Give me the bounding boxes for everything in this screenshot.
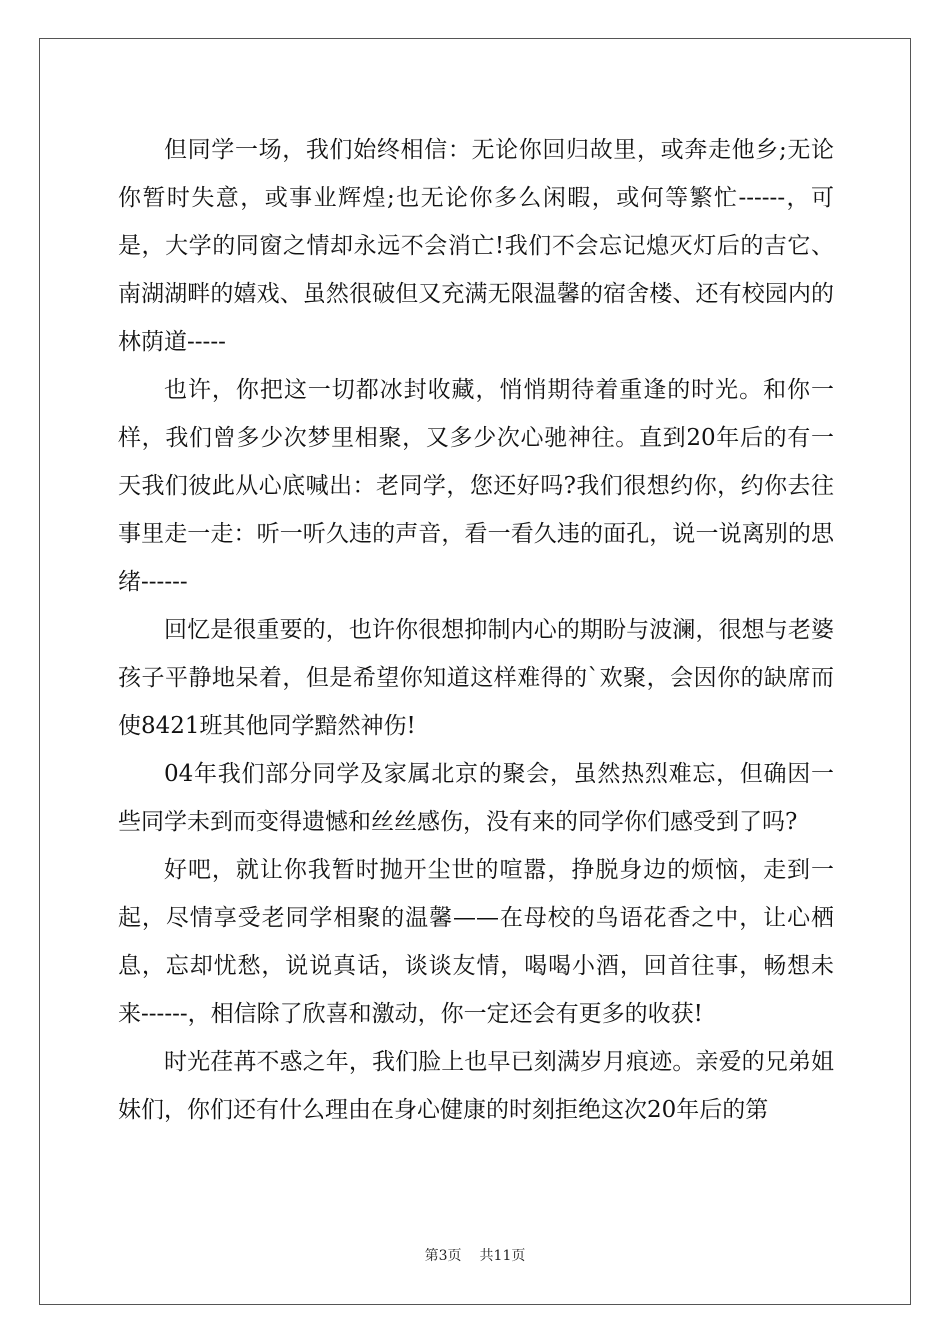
paragraph-5: 好吧，就让你我暂时抛开尘世的喧嚣，挣脱身边的烦恼，走到一起，尽情享受老同学相聚的温馨——在母校的鸟语花香之中，让心栖息，忘却忧愁，说说真话，谈谈友情，喝喝小酒，回首往事，畅想未来------，相信除了欣喜和激动，你一定还会有更多的收获! bbox=[118, 857, 834, 1027]
page-total: 共11页 bbox=[479, 1248, 526, 1264]
paragraph-3: 回忆是很重要的，也许你很想抑制内心的期盼与波澜，很想与老婆孩子平静地呆着，但是希望你知道这样难得的`欢聚，会因你的缺席而使8421班其他同学黯然神伤! bbox=[118, 617, 834, 739]
page-number: 第3页 bbox=[424, 1248, 462, 1264]
document-body bbox=[118, 126, 834, 1134]
page-footer bbox=[0, 1245, 950, 1265]
paragraph-4: 04年我们部分同学及家属北京的聚会，虽然热烈难忘，但确因一些同学未到而变得遗憾和丝丝感伤，没有来的同学你们感受到了吗? bbox=[118, 761, 834, 835]
paragraph-2: 也许，你把这一切都冰封收藏，悄悄期待着重逢的时光。和你一样，我们曾多少次梦里相聚，又多少次心驰神往。直到20年后的有一天我们彼此从心底喊出：老同学，您还好吗?我们很想约你，约你去往事里走一走：听一听久违的声音，看一看久违的面孔，说一说离别的思绪------ bbox=[118, 377, 834, 595]
paragraph-1: 但同学一场，我们始终相信：无论你回归故里，或奔走他乡;无论你暂时失意，或事业辉煌;也无论你多么闲暇，或何等繁忙------，可是，大学的同窗之情却永远不会消亡!我们不会忘记熄灭灯后的吉它、南湖湖畔的嬉戏、虽然很破但又充满无限温馨的宿舍楼、还有校园内的林荫道----- bbox=[118, 137, 834, 355]
paragraph-6: 时光荏苒不惑之年，我们脸上也早已刻满岁月痕迹。亲爱的兄弟姐妹们，你们还有什么理由在身心健康的时刻拒绝这次20年后的第 bbox=[118, 1049, 834, 1123]
